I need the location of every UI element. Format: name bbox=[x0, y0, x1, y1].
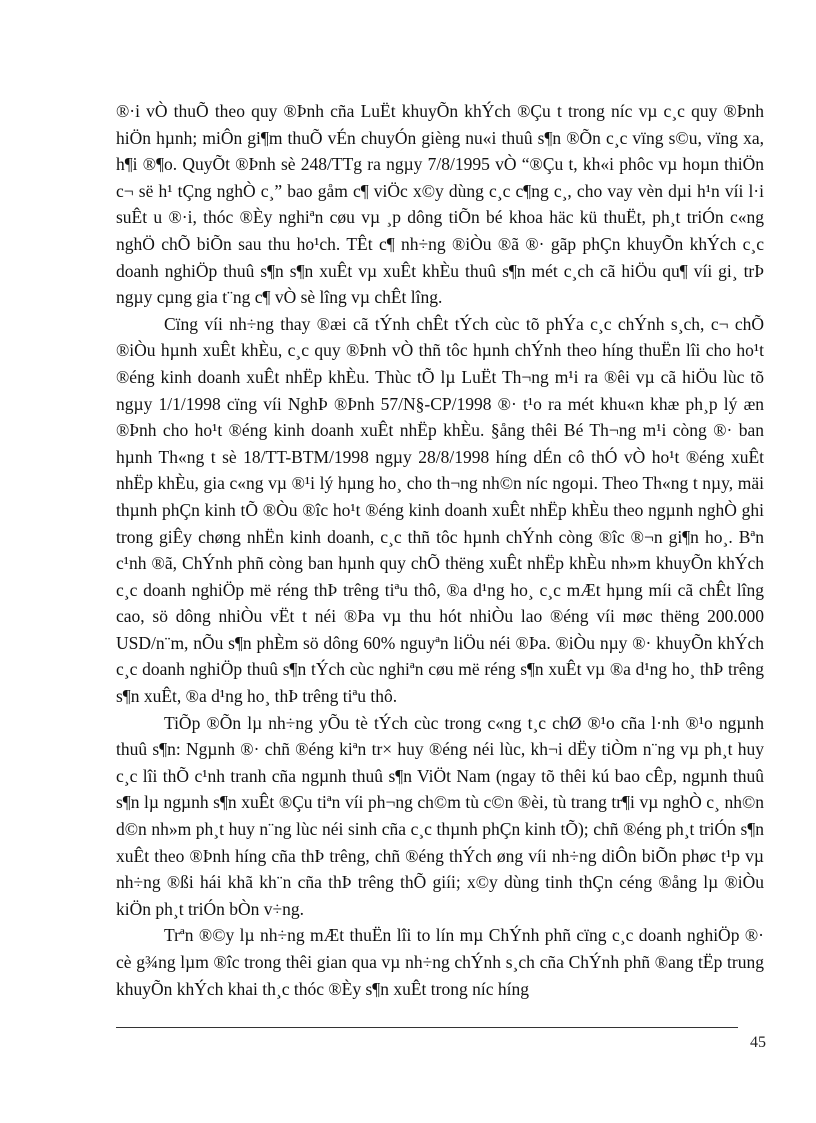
paragraph-1: ®·i vÒ thuÕ theo quy ®Þnh cña LuËt khuyÕn khÝch ®Çu t trong níc vµ c¸c quy ®Þnh hiÖn hµnh; miÔn gi¶m thuÕ vÉn chuyÓn gièng nu«i thuû s¶n ®Õn c¸c vïng s©u, vïng xa, h¶i ®¶o. QuyÕt ®Þnh sè 248/TTg ra ngµy 7/8/1995 vÒ “®Çu t, kh«i phôc vµ hoµn thiÖn c¬ së h¹ tÇng nghÒ c¸” bao gåm c¶ viÖc x©y dùng c¸c c¶ng c¸, cho vay vèn dµi h¹n víi l·i suÊt u ®·i, thóc ®Èy nghiªn cøu vµ ¸p dông tiÕn bé khoa häc kü thuËt, ph¸t triÓn c«ng nghÖ chÕ biÕn sau thu ho¹ch. TÊt c¶ nh÷ng ®iÒu ®ã ®· gãp phÇn khuyÕn khÝch c¸c doanh nghiÖp thuû s¶n s¶n xuÊt vµ xuÊt khÈu thuû s¶n mét c¸ch cã hiÖu qu¶ víi gi¸ trÞ ngµy cµng gia t¨ng c¶ vÒ sè lîng vµ chÊt lîng. bbox=[116, 101, 764, 308]
paragraph-2: Cïng víi nh÷ng thay ®æi cã tÝnh chÊt tÝch cùc tõ phÝa c¸c chÝnh s¸ch, c¬ chÕ ®iÒu hµnh xuÊt khÈu, c¸c quy ®Þnh vÒ thñ tôc hµnh chÝnh theo híng thuËn lîi cho ho¹t ®éng kinh doanh xuÊt nhËp khÈu. Thùc tÕ lµ LuËt Th¬ng m¹i ra ®êi vµ cã hiÖu lùc tõ ngµy 1/1/1998 cïng víi NghÞ ®Þnh 57/N§-CP/1998 ®· t¹o ra mét khu«n khæ ph¸p lý æn ®Þnh cho ho¹t ®éng kinh doanh xuÊt nhËp khÈu. §ång thêi Bé Th¬ng m¹i còng ®· ban hµnh Th«ng t sè 18/TT-BTM/1998 ngµy 28/8/1998 híng dÉn cô thÓ vÒ ho¹t ®éng xuÊt nhËp khÈu, gia c«ng vµ ®¹i lý hµng ho¸ cho th¬ng nh©n níc ngoµi. Theo Th«ng t nµy, mäi thµnh phÇn kinh tÕ ®Òu ®îc ho¹t ®éng kinh doanh xuÊt nhËp khÈu theo ngµnh nghÒ ghi trong giÊy chøng nhËn kinh doanh, c¸c thñ tôc hµnh chÝnh còng ®îc ®¬n gi¶n ho¸. Bªn c¹nh ®ã, ChÝnh phñ còng ban hµnh quy chÕ thëng xuÊt nhËp khÈu nh»m khuyÕn khÝch c¸c doanh nghiÖp më réng thÞ trêng tiªu thô, ®a d¹ng ho¸ c¸c mÆt hµng míi cã chÊt lîng cao, sö dông nhiÒu vËt t néi ®Þa vµ thu hót nhiÒu lao ®éng víi møc thëng 200.000 USD/n¨m, nÕu s¶n phÈm sö dông 60% nguyªn liÖu néi ®Þa. ®iÒu nµy ®· khuyÕn khÝch c¸c doanh nghiÖp thuû s¶n tÝch cùc nghiªn cøu më réng s¶n xuÊt vµ ®a d¹ng ho¸ thÞ trêng s¶n xuÊt, ®a d¹ng ho¸ thÞ trêng tiªu thô. bbox=[116, 313, 764, 707]
footer-rule bbox=[116, 1027, 738, 1028]
page-number: 45 bbox=[750, 1034, 766, 1051]
paragraph-4: Trªn ®©y lµ nh÷ng mÆt thuËn lîi to lín mµ ChÝnh phñ cïng c¸c doanh nghiÖp ®· cè g¾ng lµm ®îc trong thêi gian qua vµ nh÷ng chÝnh s¸ch cña ChÝnh phñ ®ang tËp trung khuyÕn khÝch khai th¸c thóc ®Èy s¶n xuÊt trong níc híng bbox=[116, 925, 764, 999]
paragraph-3: TiÕp ®Õn lµ nh÷ng yÕu tè tÝch cùc trong c«ng t¸c chØ ®¹o cña l·nh ®¹o ngµnh thuû s¶n: Ngµnh ®· chñ ®éng kiªn tr× huy ®éng néi lùc, kh¬i dËy tiÒm n¨ng vµ ph¸t huy c¸c lîi thÕ c¹nh tranh cña ngµnh thuû s¶n ViÖt Nam (ngay tõ thêi kú bao cÊp, ngµnh thuû s¶n lµ ngµnh s¶n xuÊt ®Çu tiªn víi ph¬ng ch©m tù c©n ®èi, tù trang tr¶i vµ nghÒ c¸ nh©n d©n nh»m ph¸t huy n¨ng lùc néi sinh cña c¸c thµnh phÇn kinh tÕ); chñ ®éng ph¸t triÓn s¶n xuÊt theo ®Þnh híng cña thÞ trêng, chñ ®éng thÝch øng víi nh÷ng diÔn biÕn phøc t¹p vµ nh÷ng ®ßi hái khã kh¨n cña thÞ trêng thÕ giíi; x©y dùng tinh thÇn céng ®ång lµ ®iÒu kiÖn ph¸t triÓn bÒn v÷ng. bbox=[116, 712, 764, 919]
body-text bbox=[116, 98, 764, 1002]
